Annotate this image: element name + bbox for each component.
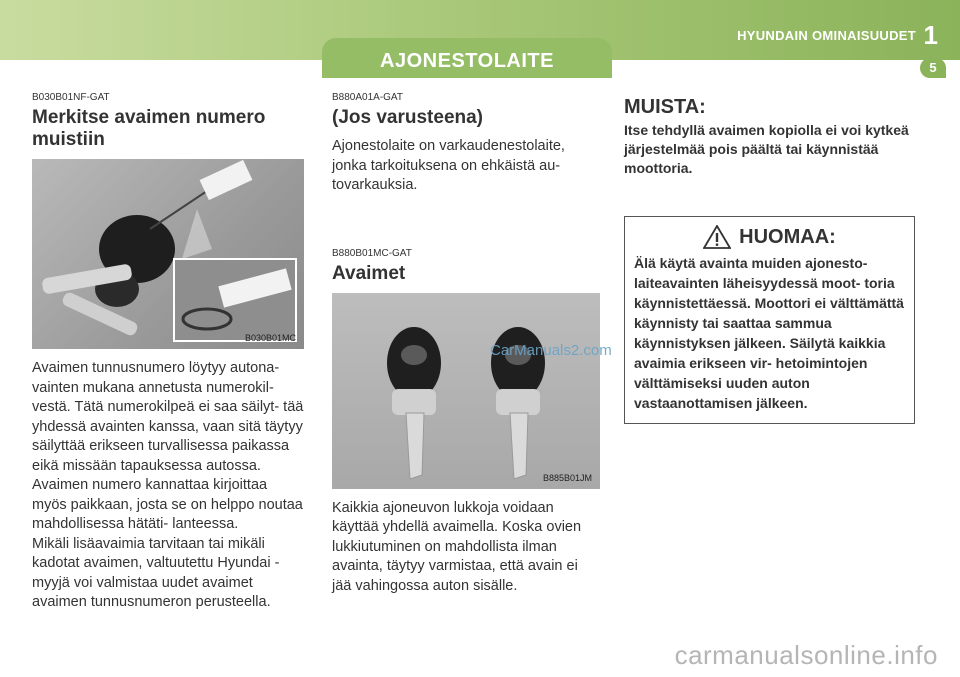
body-paragraph: Mikäli lisäavaimia tarvitaan tai mikäli kadotat avaimen, valtuutettu Hyundai -myyjä voi valmistaa uudet avaimet avaimen tunnusnumeron perusteella. xyxy=(32,535,280,610)
page-title: AJONESTOLAITE xyxy=(380,50,554,72)
warning-triangle-icon xyxy=(703,225,731,249)
section-heading: Merkitse avaimen numero muistiin xyxy=(32,107,266,150)
keys-illustration xyxy=(332,293,600,489)
section-heading: Avaimet xyxy=(332,262,406,284)
key-tag-photo xyxy=(32,159,304,349)
footer-watermark: carmanualsonline.info xyxy=(674,640,938,670)
warning-header xyxy=(634,225,905,249)
body-paragraph: Ajonestolaite on varkaudenestolaite, jonka tarkoituksena on ehkäistä au- tovarkauksia. xyxy=(332,138,565,193)
section-code: B880A01A-GAT xyxy=(332,92,403,103)
watermark: CarManuals2.com xyxy=(490,342,612,359)
note-text: Itse tehdyllä avaimen kopiolla ei voi kytkeä järjestelmää pois päältä tai käynnistää moottoria. xyxy=(624,122,909,176)
section-title: HYUNDAIN OMINAISUUDET xyxy=(737,28,916,43)
page-number: 5 xyxy=(920,58,946,78)
column-right xyxy=(624,92,914,424)
photo-code: B885B01JM xyxy=(542,472,592,483)
section-code: B880B01MC-GAT xyxy=(332,247,412,259)
chapter-number: 1 xyxy=(923,20,938,50)
note-heading: MUISTA: xyxy=(624,96,706,118)
warning-text: Älä käytä avainta muiden ajonesto- laiteavainten läheisyydessä moot- toria käynnistettäessä. Moottori ei välttämättä käynnisty tai saattaa sammua käynnistyksen jälkeen. Säilytä kaikkia avaimia erikseen vir- hetoimintojen välttämiseksi uuden auton vastaanottamisen jälkeen. xyxy=(634,255,904,411)
warning-title: HUOMAA: xyxy=(739,225,836,248)
warning-box xyxy=(624,216,915,424)
section-heading: (Jos varusteena) xyxy=(332,107,484,128)
key-illustration xyxy=(32,159,304,349)
section-code: B030B01NF-GAT xyxy=(32,92,110,103)
photo-code: B030B01MC xyxy=(244,333,296,343)
column-left xyxy=(32,92,304,613)
body-paragraph: Avaimen tunnusnumero löytyy autona- vainten mukana annetusta numerokil- vestä. Tätä numerokilpeä ei saa säilyt- tää yhdessä avainten kanssa, vaan sitä täytyy säilyttää erikseen turvallisessa paikassa eikä missään tapauksessa autossa. Avaimen numero kannattaa kirjoittaa myös paikkaan, josta se on helppo noutaa mahdollisessa hätäti- lanteessa. xyxy=(32,360,304,532)
keys-photo xyxy=(332,293,600,489)
body-paragraph: Kaikkia ajoneuvon lukkoja voidaan käyttää yhdellä avaimella. Koska ovien lukkiutuminen on mahdollista ilman avainta, täytyy varmistaa, että avain ei jää vahingossa auton sisälle. xyxy=(332,499,582,594)
